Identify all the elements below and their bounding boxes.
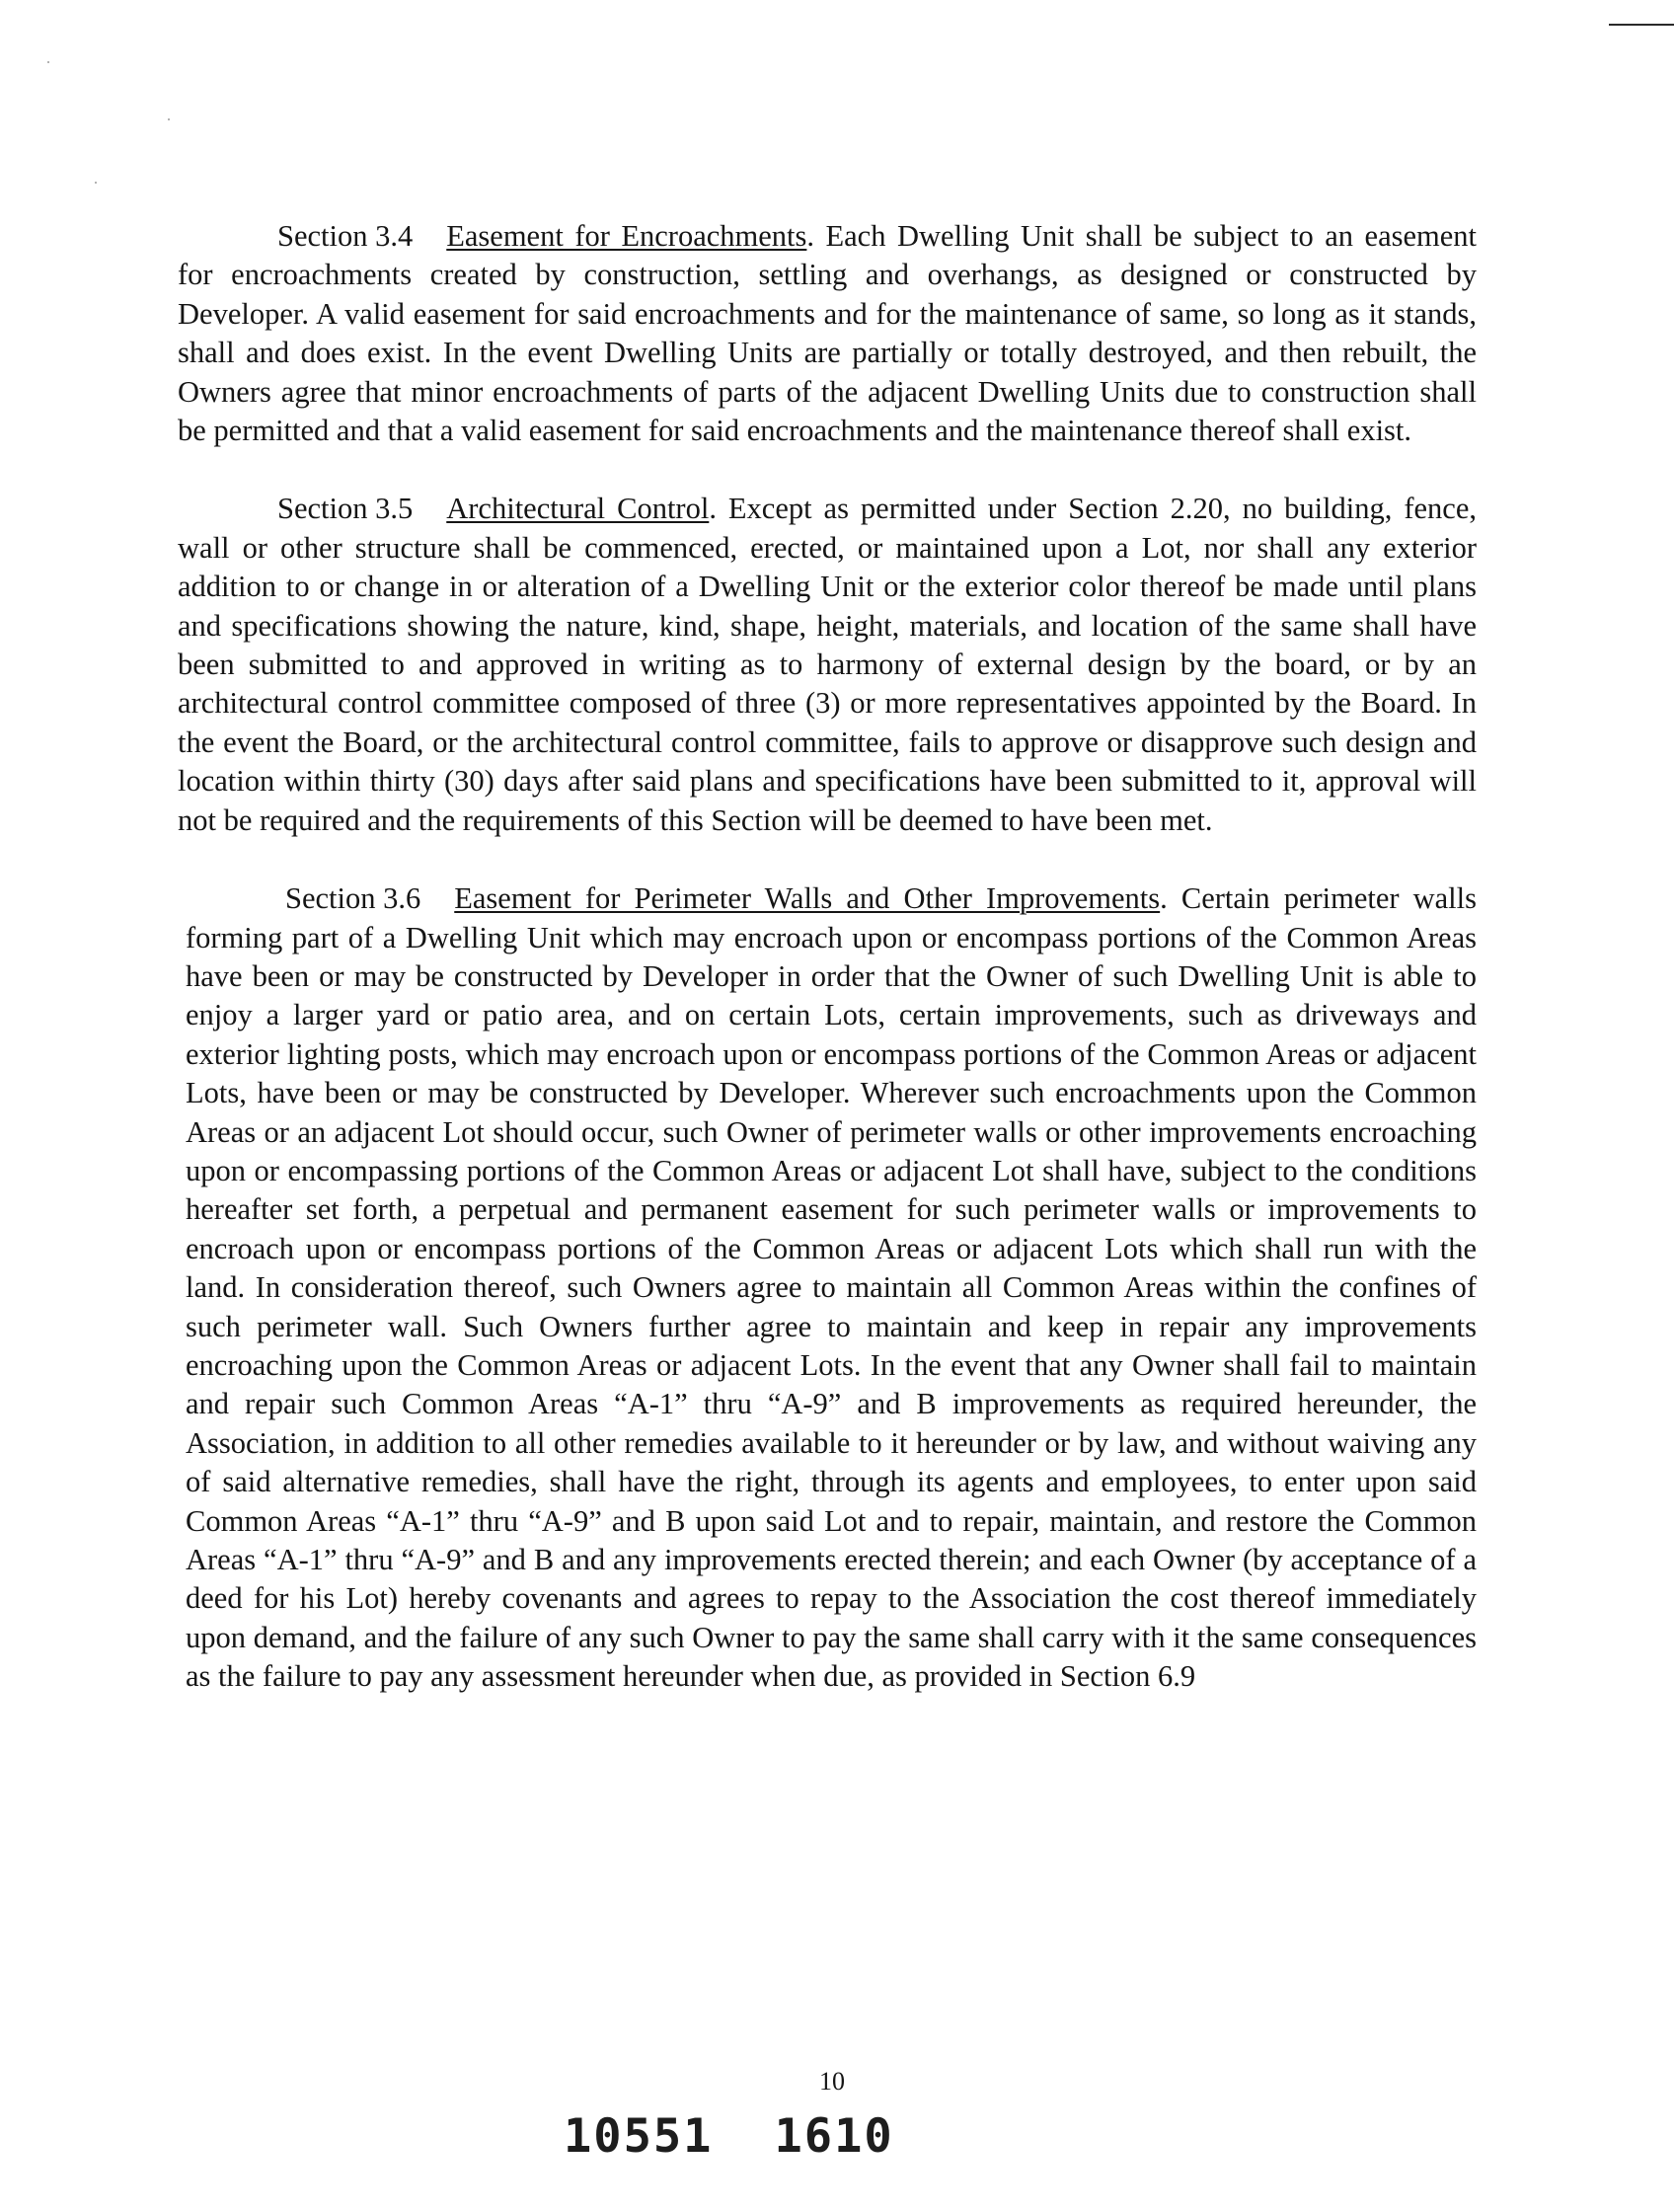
- section-number: Section 3.4: [277, 219, 414, 253]
- section-3-4: [178, 217, 1477, 450]
- recording-book-number: 10551: [564, 2109, 714, 2164]
- page-number: 10: [819, 2067, 845, 2096]
- section-body: . Certain perimeter walls forming part of a Dwelling Unit which may encroach upon or encompass portions of the Common Areas have been or may be constructed by Developer in order that the Owner of such Dwelling Unit is able to enjoy a larger yard or patio area, and on certain Lots, certain improvements, such as driveways and exterior lighting posts, which may encroach upon or encompass portions of the Common Areas or adjacent Lots, have been or may be constructed by Developer. Wherever such encroachments upon the Common Areas or an adjacent Lot should occur, such Owner of perimeter walls or other improvements encroaching upon or encompassing portions of the Common Areas or adjacent Lot shall have, subject to the conditions hereafter set forth, a perpetual and permanent easement for such perimeter walls or improvements to encroach upon or encompass portions of the Common Areas or adjacent Lots which shall run with the land. In consideration thereof, such Owners agree to maintain all Common Areas within the confines of such perimeter wall. Such Owners further agree to maintain and keep in repair any improvements encroaching upon the Common Areas or adjacent Lots. In the event that any Owner shall fail to maintain and repair such Common Areas “A-1” thru “A-9” and B improvements as required hereunder, the Association, in addition to all other remedies available to it hereunder or by law, and without waiving any of said alternative remedies, shall have the right, through its agents and employees, to enter upon said Common Areas “A-1” thru “A-9” and B upon said Lot and to repair, maintain, and restore the Common Areas “A-1” thru “A-9” and B and any improvements erected therein; and each Owner (by acceptance of a deed for his Lot) hereby covenants and agrees to repay to the Association the cost thereof immediately upon demand, and the failure of any such Owner to pay the same shall carry with it the same consequences as the failure to pay any assessment hereunder when due, as provided in Section 6.9: [186, 881, 1477, 1694]
- section-3-5: [178, 490, 1477, 840]
- section-number: Section 3.6: [285, 881, 421, 916]
- scan-speck: [168, 118, 170, 120]
- section-body: . Each Dwelling Unit shall be subject to an easement for encroachments created by construction, settling and overhangs, as designed or constructed by Developer. A valid easement for said encroachments and for the maintenance of same, so long as it stands, shall and does exist. In the event Dwelling Units are partially or totally destroyed, and then rebuilt, the Owners agree that minor encroachments of parts of the adjacent Dwelling Units due to construction shall be permitted and that a valid easement for said encroachments and the maintenance thereof shall exist.: [178, 219, 1477, 448]
- scan-speck: [95, 182, 97, 184]
- section-number: Section 3.5: [277, 492, 414, 526]
- recording-page-number: 1610: [774, 2109, 894, 2164]
- document-page: [178, 217, 1477, 1895]
- section-title: Easement for Encroachments: [446, 219, 807, 253]
- section-3-6: [186, 879, 1477, 1697]
- section-title: Architectural Control: [446, 492, 710, 526]
- section-title: Easement for Perimeter Walls and Other Improvements: [454, 881, 1161, 916]
- scan-edge-mark: [1609, 24, 1674, 26]
- scan-speck: [47, 61, 49, 63]
- section-body: . Except as permitted under Section 2.20, no building, fence, wall or other structure shall be commenced, erected, or maintained upon a Lot, nor shall any exterior addition to or change in or alteration of a Dwelling Unit or the exterior color thereof be made until plans and specifications showing the nature, kind, shape, height, materials, and location of the same shall have been submitted to and approved in writing as to harmony of external design by the board, or by an architectural control committee composed of three (3) or more representatives appointed by the Board. In the event the Board, or the architectural control committee, fails to approve or disapprove such design and location within thirty (30) days after said plans and specifications have been submitted to it, approval will not be required and the requirements of this Section will be deemed to have been met.: [178, 492, 1477, 837]
- recording-stamp: [564, 2109, 894, 2165]
